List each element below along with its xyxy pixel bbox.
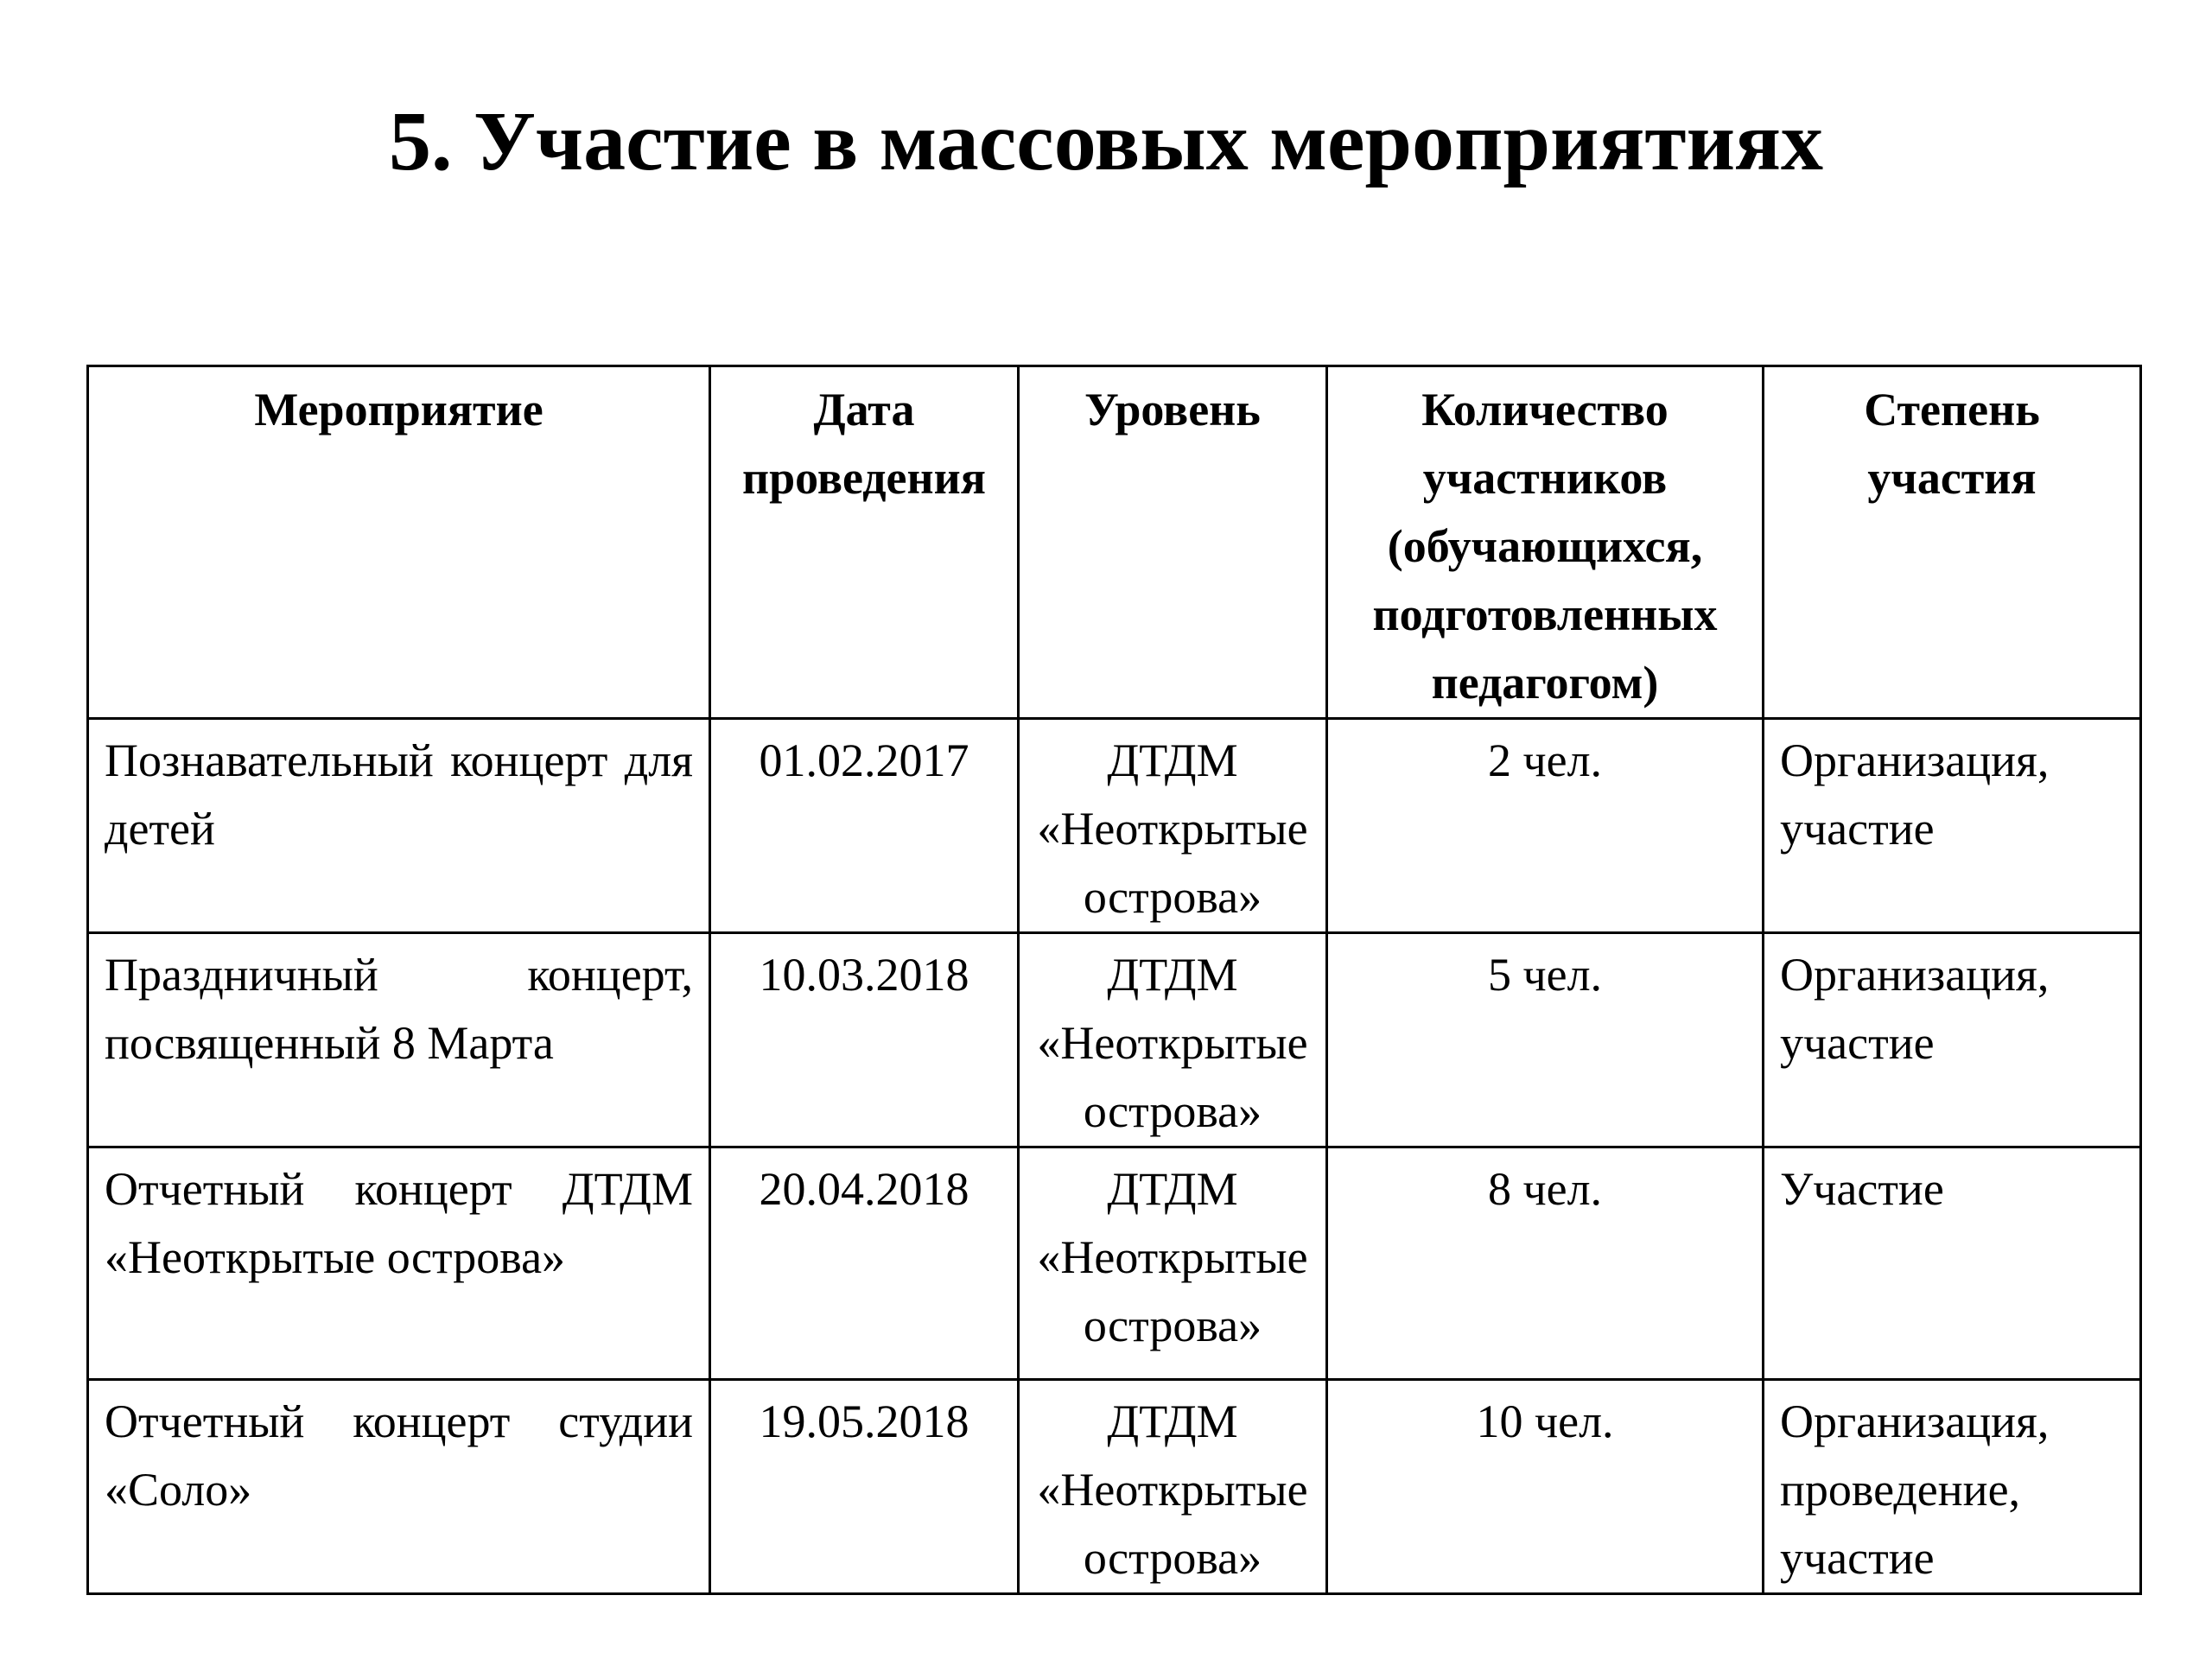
table-row [88,1147,2141,1380]
cell-degree: Участие [1764,1147,2141,1380]
cell-date: 10.03.2018 [710,933,1019,1147]
cell-level: ДТДМ «Неоткрытые острова» [1019,1380,1327,1594]
table-header-row [88,366,2141,719]
header-event: Мероприятие [88,366,710,719]
cell-count: 10 чел. [1327,1380,1764,1594]
events-table [86,365,2142,1595]
cell-level: ДТДМ «Неоткрытые острова» [1019,719,1327,933]
header-count: Количество участников (обучающихся, подготовленных педагогом) [1327,366,1764,719]
cell-degree: Организация, участие [1764,719,2141,933]
page-title: 5. Участие в массовых мероприятиях [388,95,1824,188]
cell-degree: Организация, проведение, участие [1764,1380,2141,1594]
cell-count: 5 чел. [1327,933,1764,1147]
header-degree: Степень участия [1764,366,2141,719]
cell-event: Отчетный концерт студии «Соло» [88,1380,710,1594]
cell-event: Отчетный концерт ДТДМ «Неоткрытые острова» [88,1147,710,1380]
cell-count: 8 чел. [1327,1147,1764,1380]
cell-date: 01.02.2017 [710,719,1019,933]
cell-degree: Организация, участие [1764,933,2141,1147]
cell-date: 19.05.2018 [710,1380,1019,1594]
cell-level: ДТДМ «Неоткрытые острова» [1019,933,1327,1147]
header-level: Уровень [1019,366,1327,719]
header-date: Дата проведения [710,366,1019,719]
cell-event: Познавательный концерт для детей [88,719,710,933]
cell-event: Праздничный концерт, посвященный 8 Марта [88,933,710,1147]
cell-level: ДТДМ «Неоткрытые острова» [1019,1147,1327,1380]
cell-count: 2 чел. [1327,719,1764,933]
table-row [88,1380,2141,1594]
table-row [88,719,2141,933]
table-row [88,933,2141,1147]
cell-date: 20.04.2018 [710,1147,1019,1380]
